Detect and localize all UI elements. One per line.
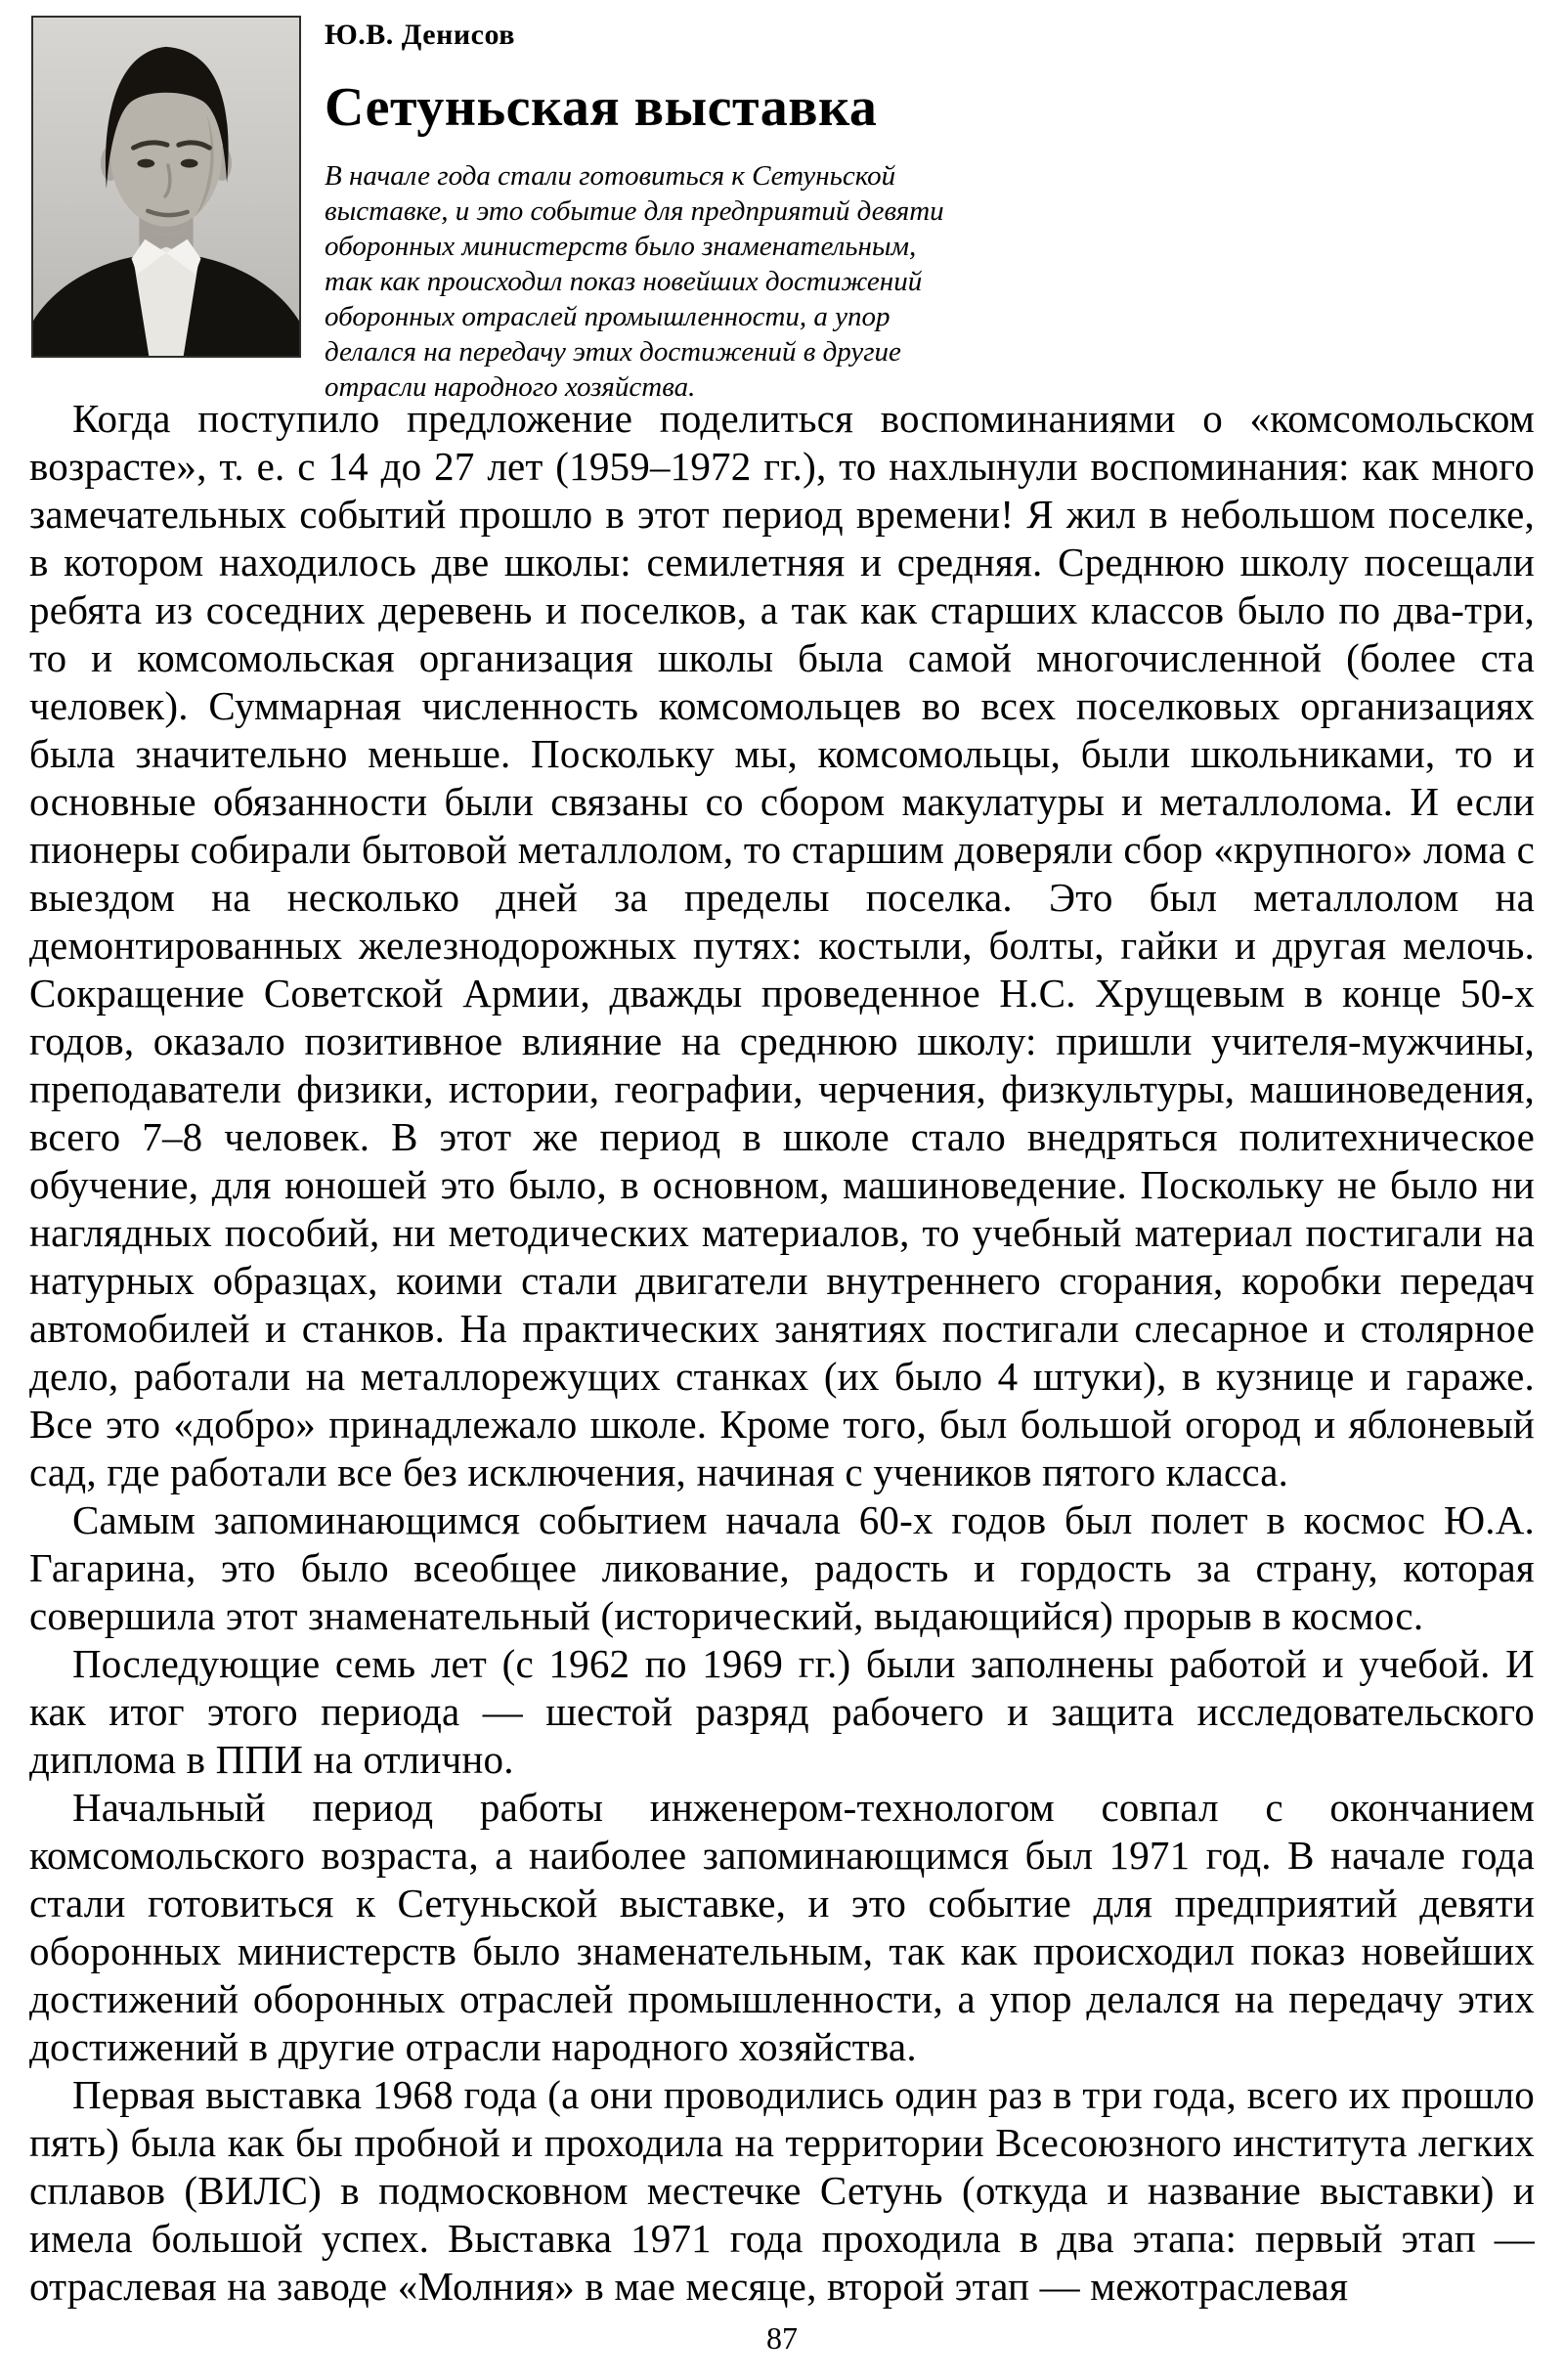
body-paragraph-4: Начальный период работы инженером-технологом совпал с окончанием комсомольского возраста, а наиболее запоминающимся был 1971 год. В начале года стали готовиться к Сетуньской выставке, и это событие для предприятий девяти оборонных министерств было знаменательным, так как происходил показ новейших достижений оборонных отраслей промышленности, а упор делался на передачу этих достижений в другие отрасли народного хозяйства. [29, 1785, 1535, 2069]
body-paragraph-3: Последующие семь лет (с 1962 по 1969 гг.) были заполнены работой и учебой. И как итог этого периода — шестой разряд рабочего и защита исследовательского диплома в ППИ на отлично. [29, 1641, 1535, 1782]
article-title: Сетуньская выставка [325, 77, 878, 138]
body-paragraph-2: Самым запоминающимся событием начала 60-х годов был полет в космос Ю.А. Гагарина, это было всеобщее ликование, радость и гордость за страну, которая совершила этот знаменательный (исторический, выдающийся) прорыв в космос. [29, 1497, 1535, 1638]
body-paragraph-1: Когда поступило предложение поделиться воспоминаниями о «комсомольском возрасте», т. е. с 14 до 27 лет (1959–1972 гг.), то нахлынули воспоминания: как много замечательных событий прошло в этот период времени! Я жил в небольшом поселке, в котором находилось две школы: семилетняя и средняя. Среднюю школу посещали ребята из соседних деревень и поселков, а так как старших классов было по два-три, то и комсомольская организация школы была самой многочисленной (более ста человек). Суммарная численность комсомольцев во всех поселковых организациях была значительно меньше. Поскольку мы, комсомольцы, были школьниками, то и основные обязанности были связаны со сбором макулатуры и металлолома. И если пионеры собирали бытовой металлолом, то старшим доверяли сбор «крупного» лома с выездом на несколько дней за пределы поселка. Это был металлолом на демонтированных железнодорожных путях: костыли, болты, гайки и другая мелочь. Сокращение Советской Армии, дважды проведенное Н.С. Хрущевым в конце 50-х годов, оказало позитивное влияние на среднюю школу: пришли учителя-мужчины, преподаватели физики, истории, географии, черчения, физкультуры, машиноведения, всего 7–8 человек. В этот же период в школе стало внедряться политехническое обучение, для юношей это было, в основном, машиноведение. Поскольку не было ни наглядных пособий, ни методических материалов, то учебный материал постигали на натурных образцах, коими стали двигатели внутреннего сгорания, коробки передач автомобилей и станков. На практических занятиях постигали слесарное и столярное дело, работали на металлорежущих станках (их было 4 штуки), в кузнице и гараже. Все это «добро» принадлежало школе. Кроме того, был большой огород и яблоневый сад, где работали все без исключения, начиная с учеников пятого класса. [29, 396, 1535, 1494]
page-number: 87 [766, 2320, 798, 2356]
author-name: Ю.В. Денисов [325, 19, 515, 51]
epigraph: В начале года стали готовиться к Сетуньской выставке, и это событие для предприятий девяти оборонных министерств было знаменательным, так как происходил показ новейших достижений оборонных отраслей промышленности, а упор делался на передачу этих достижений в другие отрасли народного хозяйства. [325, 160, 944, 403]
header-text-block [325, 16, 970, 405]
page-header [31, 16, 1537, 405]
portrait-illustration [33, 18, 299, 356]
portrait-photo [31, 16, 301, 358]
body-paragraph-5: Первая выставка 1968 года (а они проводились один раз в три года, всего их прошло пять) была как бы пробной и проходила на территории Всесоюзного института легких сплавов (ВИЛС) в подмосковном местечке Сетунь (откуда и название выставки) и имела большой успех. Выставка 1971 года проходила в два этапа: первый этап — отраслевая на заводе «Молния» в мае месяце, второй этап — межотраслевая [29, 2072, 1535, 2309]
article-body [29, 395, 1535, 2311]
